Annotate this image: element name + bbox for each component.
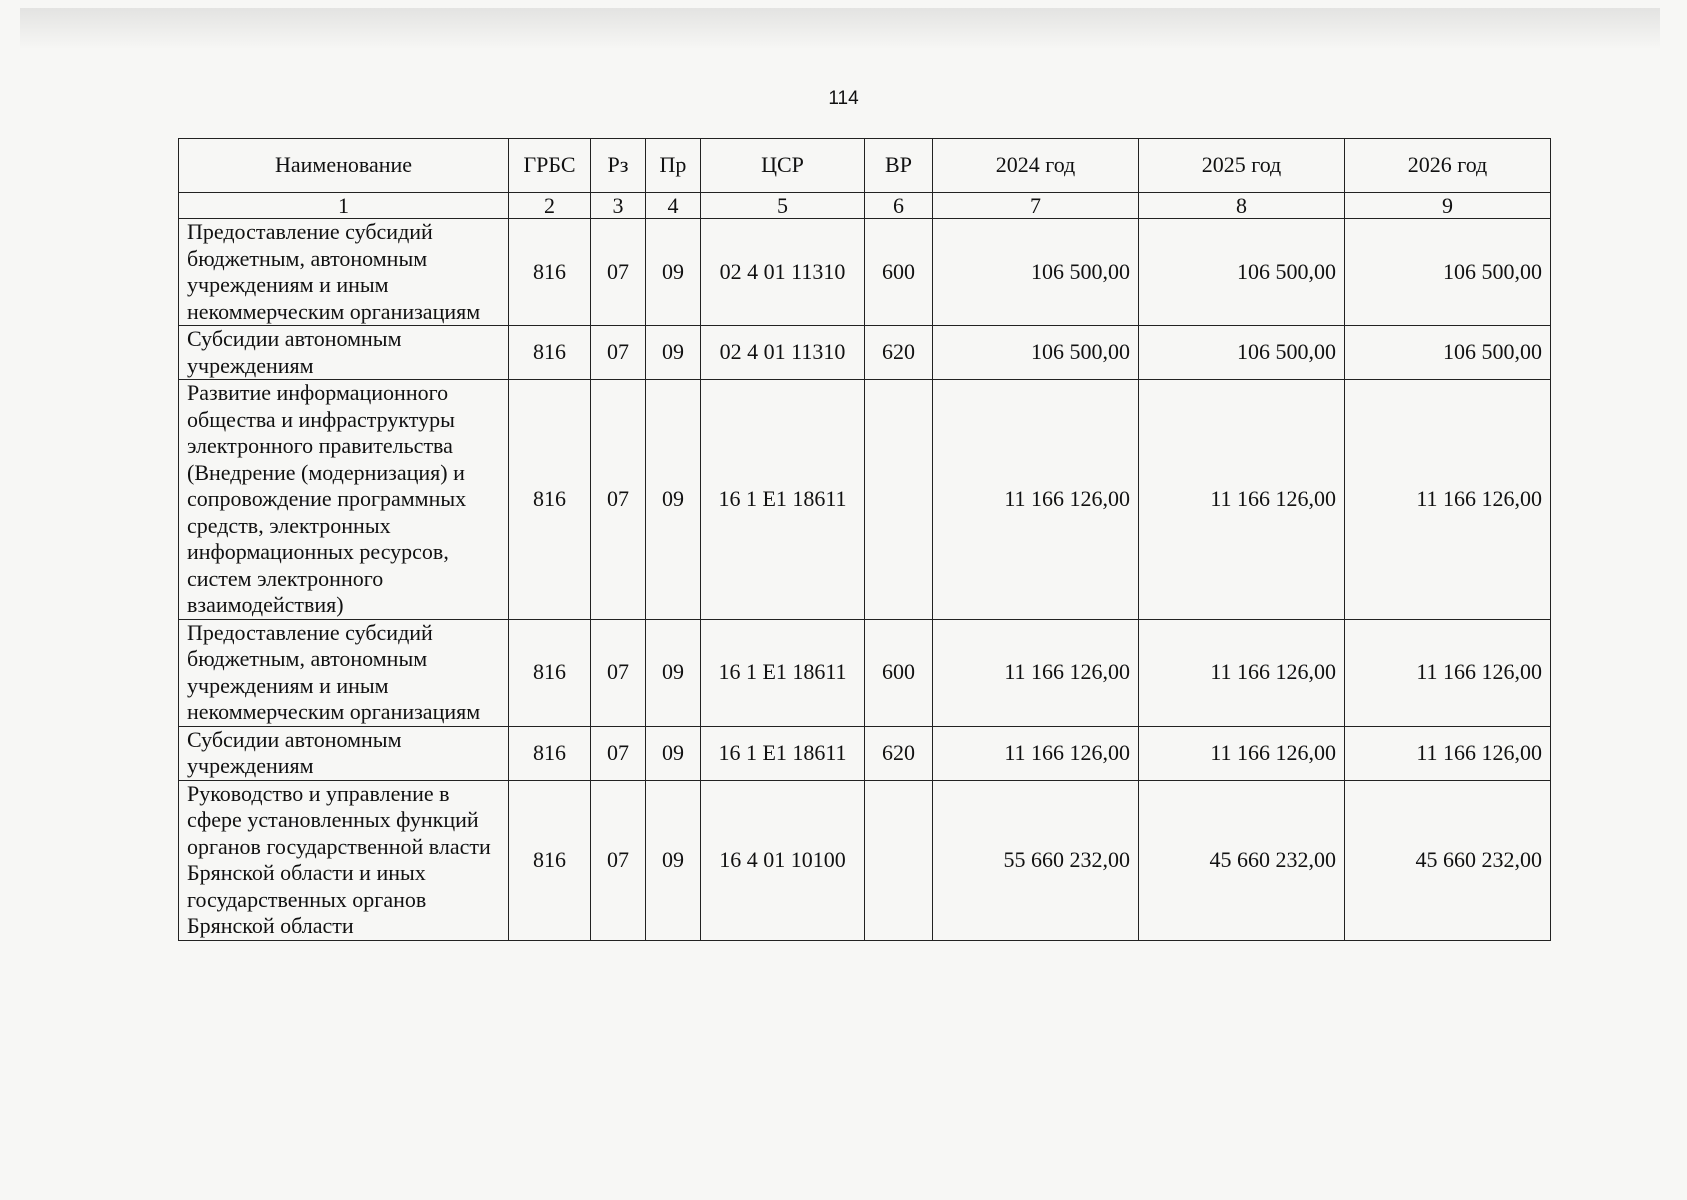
row-2025: 11 166 126,00 xyxy=(1139,619,1345,726)
header-rz: Рз xyxy=(591,139,646,193)
column-index-row xyxy=(179,193,1551,219)
column-index: 1 xyxy=(179,193,509,219)
row-vr xyxy=(865,380,933,620)
row-pr: 09 xyxy=(646,726,701,780)
row-rz: 07 xyxy=(591,326,646,380)
row-grbs: 816 xyxy=(509,619,591,726)
row-name: Субсидии автономным учреждениям xyxy=(179,326,509,380)
row-2025: 11 166 126,00 xyxy=(1139,726,1345,780)
row-csr: 16 1 E1 18611 xyxy=(701,619,865,726)
row-name: Руководство и управление в сфере установленных функций органов государственной власти Брянской области и иных государственных органов Брянской области xyxy=(179,780,509,940)
row-2026: 106 500,00 xyxy=(1345,219,1551,326)
row-vr: 620 xyxy=(865,326,933,380)
row-2024: 55 660 232,00 xyxy=(933,780,1139,940)
row-2026: 11 166 126,00 xyxy=(1345,619,1551,726)
row-2026: 11 166 126,00 xyxy=(1345,380,1551,620)
row-2025: 106 500,00 xyxy=(1139,326,1345,380)
row-2024: 106 500,00 xyxy=(933,219,1139,326)
header-2025: 2025 год xyxy=(1139,139,1345,193)
row-pr: 09 xyxy=(646,326,701,380)
row-grbs: 816 xyxy=(509,726,591,780)
row-csr: 16 4 01 10100 xyxy=(701,780,865,940)
row-grbs: 816 xyxy=(509,219,591,326)
row-2026: 106 500,00 xyxy=(1345,326,1551,380)
header-grbs: ГРБС xyxy=(509,139,591,193)
row-csr: 02 4 01 11310 xyxy=(701,219,865,326)
header-name: Наименование xyxy=(179,139,509,193)
row-2025: 11 166 126,00 xyxy=(1139,380,1345,620)
row-2025: 45 660 232,00 xyxy=(1139,780,1345,940)
column-index: 9 xyxy=(1345,193,1551,219)
column-index: 6 xyxy=(865,193,933,219)
row-2024: 106 500,00 xyxy=(933,326,1139,380)
row-vr: 600 xyxy=(865,619,933,726)
row-name: Субсидии автономным учреждениям xyxy=(179,726,509,780)
row-grbs: 816 xyxy=(509,380,591,620)
table-row xyxy=(179,780,1551,940)
row-2025: 106 500,00 xyxy=(1139,219,1345,326)
row-pr: 09 xyxy=(646,619,701,726)
header-csr: ЦСР xyxy=(701,139,865,193)
row-name: Предоставление субсидий бюджетным, автономным учреждениям и иным некоммерческим организациям xyxy=(179,219,509,326)
row-rz: 07 xyxy=(591,780,646,940)
row-csr: 02 4 01 11310 xyxy=(701,326,865,380)
row-vr xyxy=(865,780,933,940)
column-index: 5 xyxy=(701,193,865,219)
row-csr: 16 1 E1 18611 xyxy=(701,380,865,620)
row-pr: 09 xyxy=(646,780,701,940)
row-pr: 09 xyxy=(646,380,701,620)
row-2026: 11 166 126,00 xyxy=(1345,726,1551,780)
table-row xyxy=(179,380,1551,620)
row-2024: 11 166 126,00 xyxy=(933,726,1139,780)
header-2026: 2026 год xyxy=(1345,139,1551,193)
table-row xyxy=(179,326,1551,380)
table-row xyxy=(179,619,1551,726)
row-grbs: 816 xyxy=(509,780,591,940)
row-vr: 620 xyxy=(865,726,933,780)
row-2026: 45 660 232,00 xyxy=(1345,780,1551,940)
scan-edge-shadow xyxy=(20,8,1660,48)
header-pr: Пр xyxy=(646,139,701,193)
table-header-row xyxy=(179,139,1551,193)
row-csr: 16 1 E1 18611 xyxy=(701,726,865,780)
column-index: 2 xyxy=(509,193,591,219)
row-rz: 07 xyxy=(591,726,646,780)
row-rz: 07 xyxy=(591,219,646,326)
row-vr: 600 xyxy=(865,219,933,326)
header-2024: 2024 год xyxy=(933,139,1139,193)
column-index: 4 xyxy=(646,193,701,219)
table-row xyxy=(179,726,1551,780)
row-2024: 11 166 126,00 xyxy=(933,619,1139,726)
budget-table xyxy=(178,138,1551,941)
row-pr: 09 xyxy=(646,219,701,326)
row-name: Предоставление субсидий бюджетным, автономным учреждениям и иным некоммерческим организациям xyxy=(179,619,509,726)
row-rz: 07 xyxy=(591,380,646,620)
column-index: 3 xyxy=(591,193,646,219)
column-index: 8 xyxy=(1139,193,1345,219)
page-number: 114 xyxy=(828,88,859,109)
row-grbs: 816 xyxy=(509,326,591,380)
header-vr: ВР xyxy=(865,139,933,193)
row-2024: 11 166 126,00 xyxy=(933,380,1139,620)
column-index: 7 xyxy=(933,193,1139,219)
table-row xyxy=(179,219,1551,326)
row-name: Развитие информационного общества и инфраструктуры электронного правительства (Внедрение (модернизация) и сопровождение программных средств, электронных информационных ресурсов, систем электронного взаимодействия) xyxy=(179,380,509,620)
row-rz: 07 xyxy=(591,619,646,726)
